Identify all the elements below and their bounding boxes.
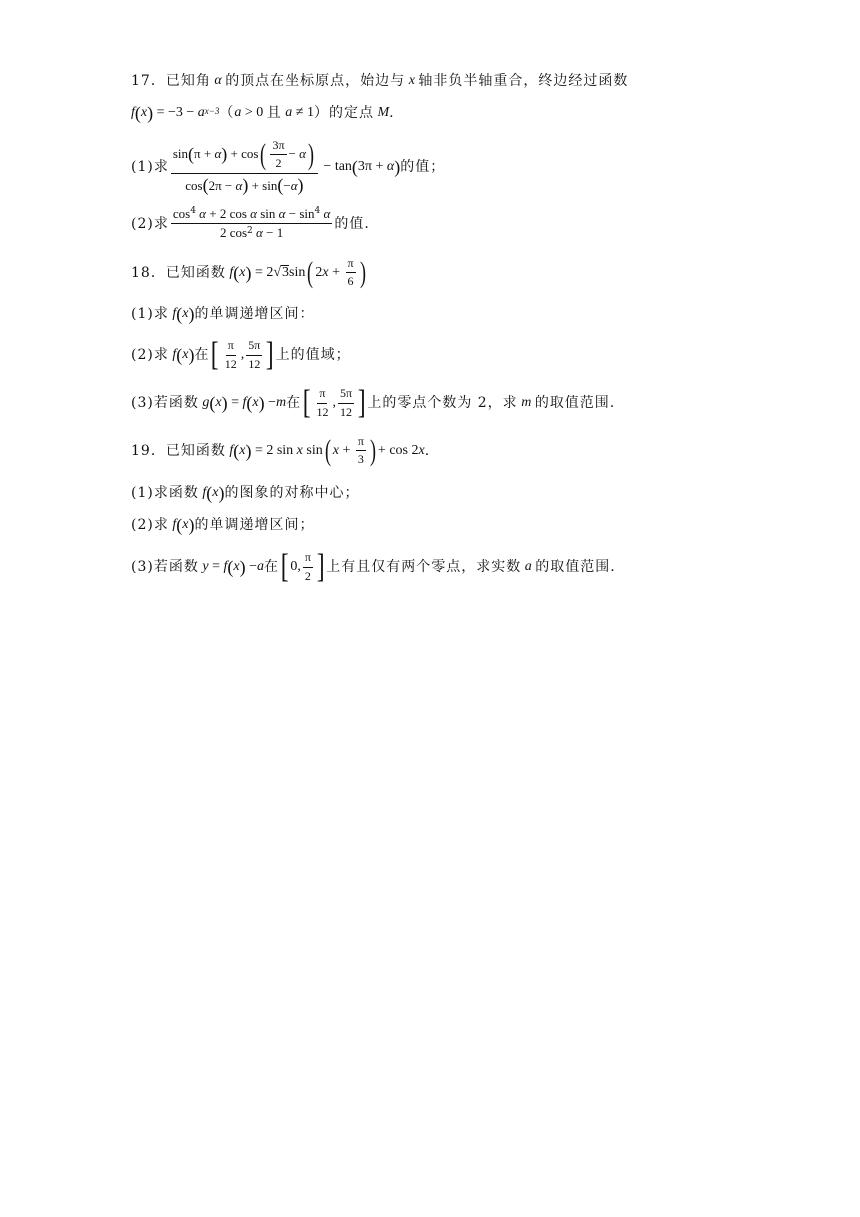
- q18-part1: (1)求 f ( x ) 的单调递增区间：: [131, 304, 315, 324]
- q17-intro-a: 已知角: [165, 73, 211, 89]
- q18-p3-label: (3)若函数: [131, 395, 199, 411]
- q17-p1-label: (1)求: [131, 158, 169, 175]
- q19-p3-tail-a: 上有且仅有两个零点，求实数: [326, 559, 522, 575]
- q19-intro-line: 19． 已知函数 f ( x ) = 2 sin x sin ( x + $\frac{\pi}{3}$ ) + cos 2 x .: [131, 433, 430, 467]
- q18-p3-tail-a: 上的零点个数为 2，求: [367, 395, 518, 411]
- q18-intro-line: 18． 已知函数 f ( x ) = 2 √ 3 sin ( 2 x + $\frac{\pi}{6}$ ): [131, 255, 366, 289]
- q17-p2-fraction: cos $^4$ α + 2 cos α sin α − sin $^4$ α 2 cos $^2$ α − 1: [172, 206, 331, 241]
- q17-cond-close: ）的定点: [313, 105, 374, 121]
- q18-p2-tail: 上的值域；: [275, 347, 351, 363]
- q17-cond-open: （: [219, 105, 235, 121]
- q17-intro-line: 17． 已知角 α 的顶点在坐标原点，始边与 x 轴非负半轴重合，终边经过函数: [131, 73, 629, 89]
- q17-p1-fraction: sin ( π + α ) + cos ( $\frac{3\pi}{2}$ − α ) cos ( 2π − α ) + sin ( − α ): [171, 138, 318, 196]
- q19-end: .: [424, 442, 430, 459]
- q19-intro: 已知函数: [165, 442, 226, 459]
- q18-p1-tail: 的单调递增区间：: [194, 306, 315, 322]
- q19-p1-tail: 的图象的对称中心；: [224, 485, 360, 501]
- q18-p1-label: (1)求: [131, 306, 169, 322]
- q18-intro: 已知函数: [165, 264, 226, 281]
- q17-part1: (1)求 sin ( π + α ) + cos ( $\frac{3\pi}{2}$ − α ) cos ( 2π − α ) + sin ( − α ) − tan ( 3π + α ) 的值；: [131, 137, 446, 195]
- q18-number: 18．: [131, 264, 166, 281]
- q17-number: 17．: [131, 73, 166, 89]
- q18-p2-mid: 在: [194, 347, 210, 363]
- q17-p2-tail: 的值.: [334, 215, 370, 232]
- q19-number: 19．: [131, 442, 166, 459]
- q18-p2-label: (2)求: [131, 347, 169, 363]
- q19-p2-tail: 的单调递增区间；: [194, 517, 315, 533]
- q17-function-line: f ( x ) = −3 − a $^{x-3}$ （ a > 0 且 a ≠ 1 ）的定点 M .: [131, 103, 394, 123]
- q17-cond-mid: 且: [266, 105, 282, 121]
- q19-p2-label: (2)求: [131, 517, 169, 533]
- q18-part2: (2)求 f ( x ) 在 [ $\frac{\pi}{12}$ , $\frac{5\pi}{12}$ ] 上的值域；: [131, 336, 351, 373]
- q19-part2: (2)求 f ( x ) 的单调递增区间；: [131, 515, 315, 535]
- q17-p2-label: (2)求: [131, 215, 169, 232]
- q19-p1-label: (1)求函数: [131, 485, 199, 501]
- q17-intro-b: 的顶点在坐标原点，始边与: [225, 73, 406, 89]
- q19-p3-label: (3)若函数: [131, 559, 199, 575]
- q17-end: .: [389, 105, 394, 121]
- q19-part3: (3)若函数 y = f ( x ) − a 在 [ 0, $\frac{\pi}{2}$ ] 上有且仅有两个零点，求实数 a 的取值范围.: [131, 548, 616, 585]
- q18-part3: (3)若函数 g ( x ) = f ( x ) − m 在 [ $\frac{\pi}{12}$ , $\frac{5\pi}{12}$ ] 上的零点个数为 2，求 m 的取值范围.: [131, 384, 616, 421]
- q19-p3-tail-b: 的取值范围.: [535, 559, 616, 575]
- q17-p1-tail: 的值；: [400, 158, 446, 175]
- q19-p3-mid: 在: [263, 559, 279, 575]
- q19-part1: (1)求函数 f ( x ) 的图象的对称中心；: [131, 483, 360, 503]
- q17-intro-c: 轴非负半轴重合，终边经过函数: [418, 73, 629, 89]
- q17-part2: [131, 207, 370, 241]
- q18-p3-tail-b: 的取值范围.: [534, 395, 616, 411]
- q18-p3-mid: 在: [286, 395, 302, 411]
